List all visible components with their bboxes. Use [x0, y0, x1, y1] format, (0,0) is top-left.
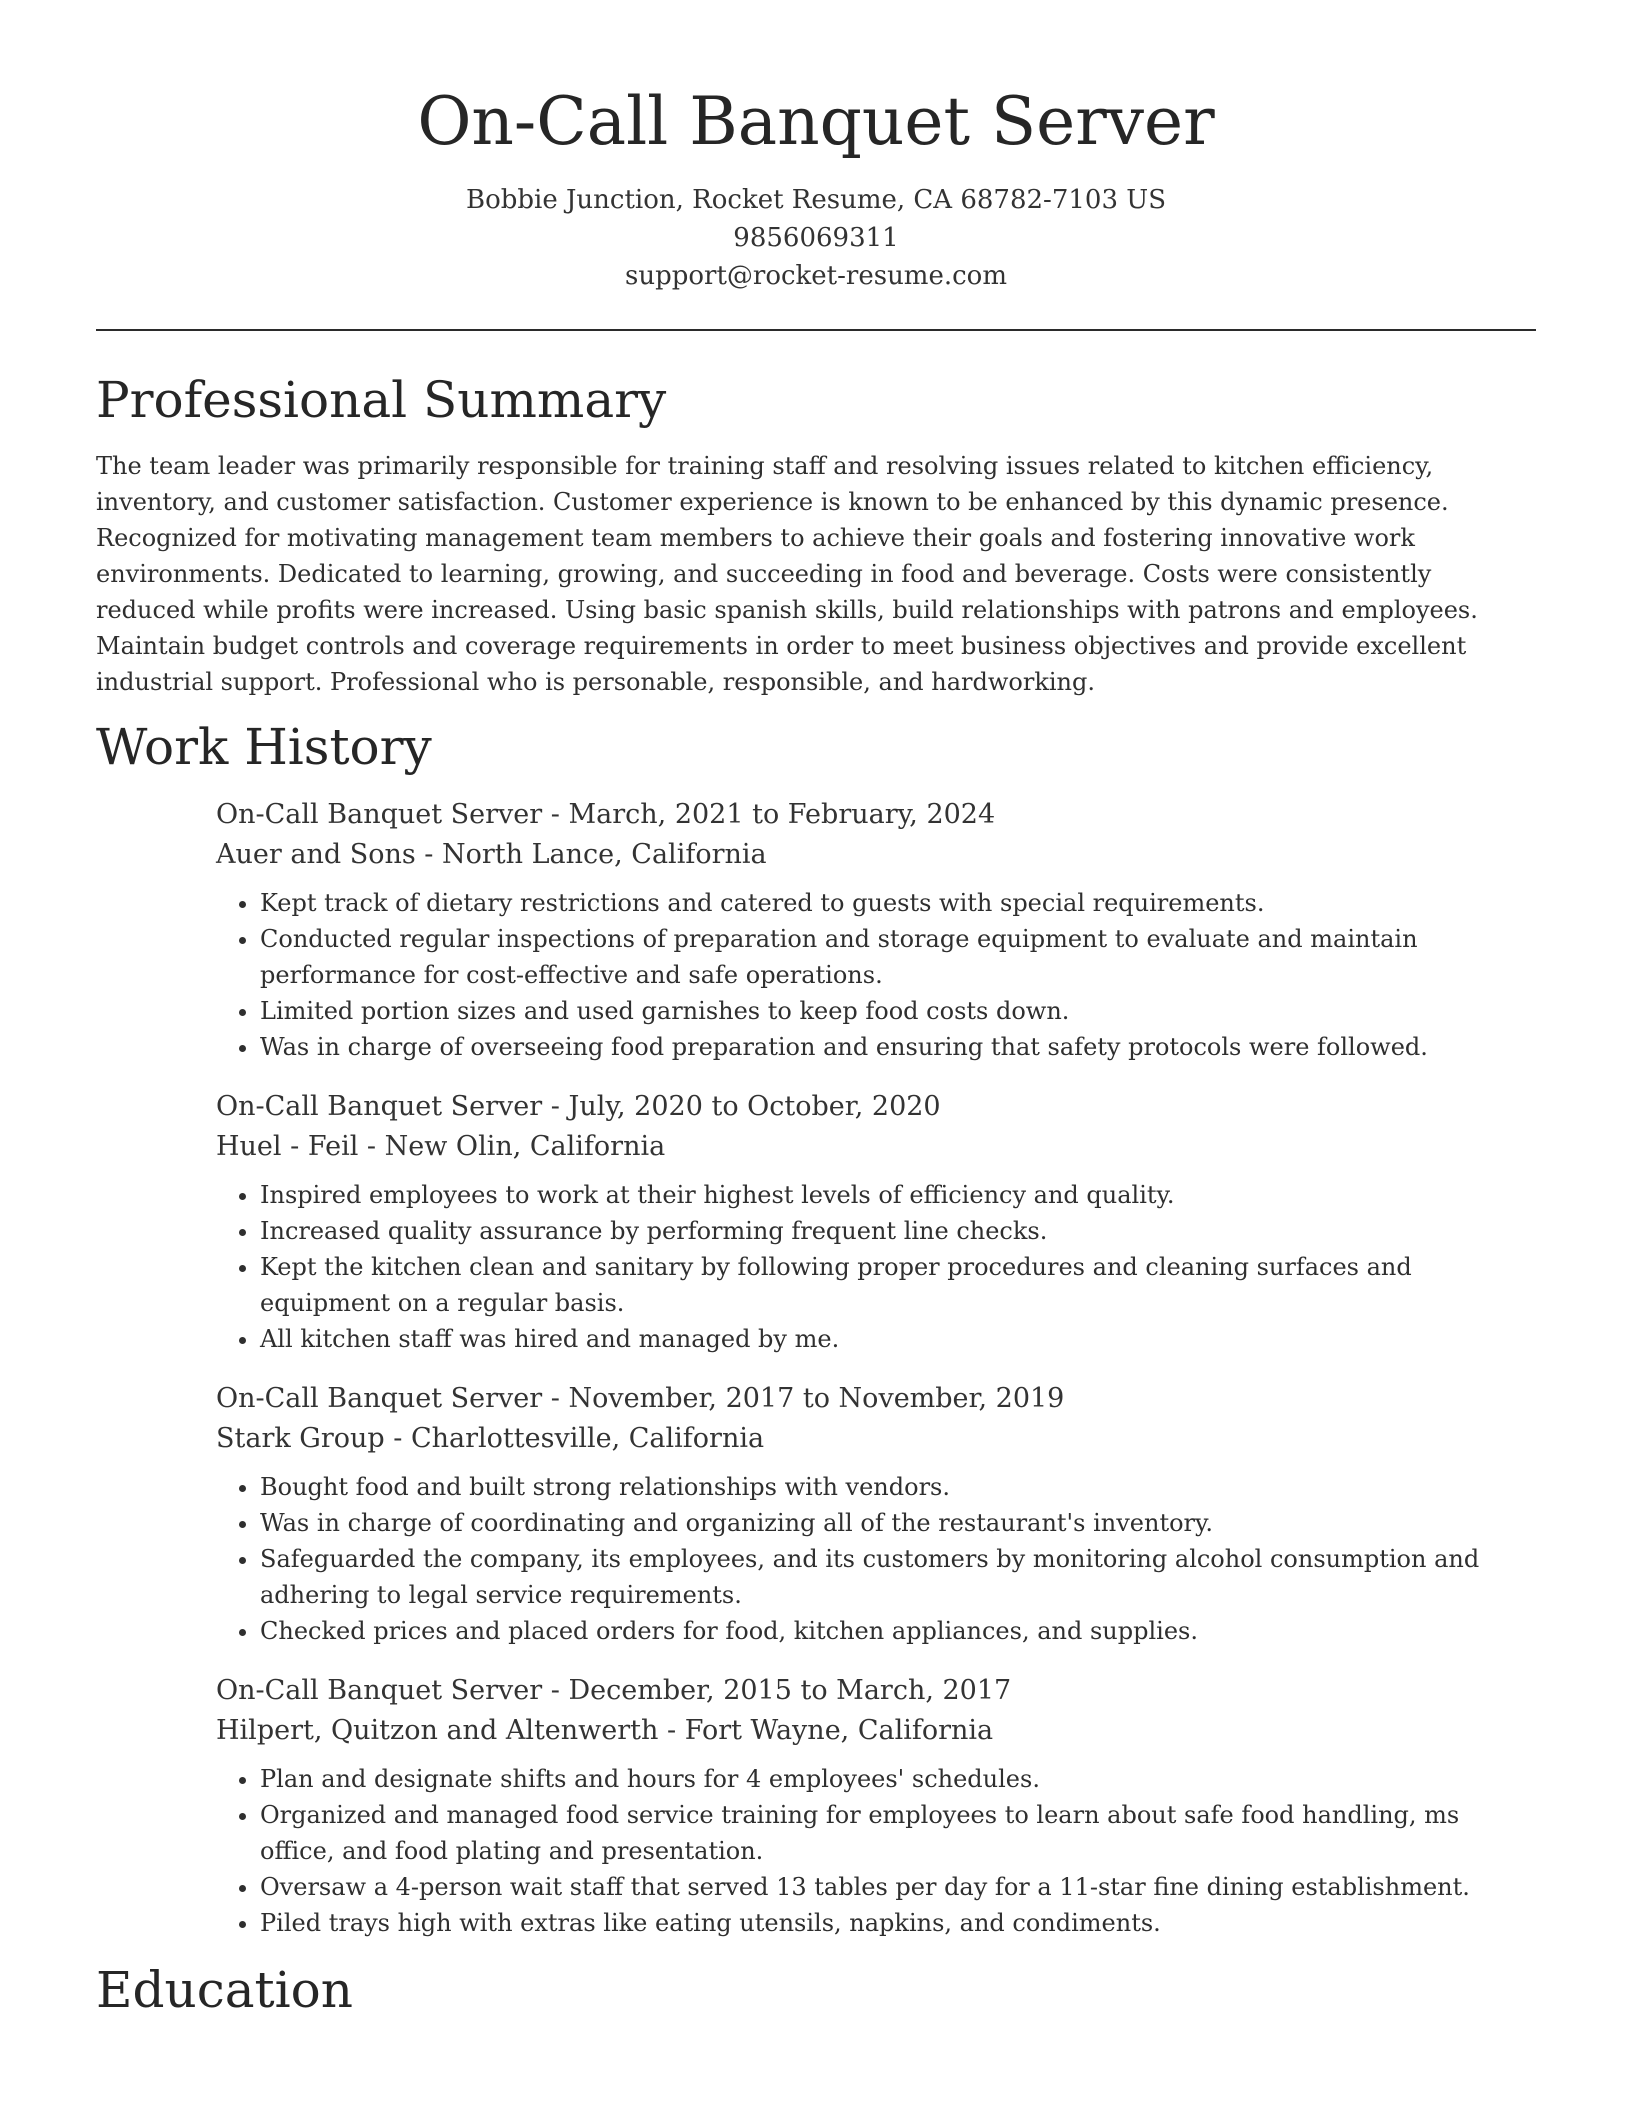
job-bullet: • Conducted regular inspections of preparation and storage equipment to evaluate and maintain performance for cost-effective and safe operations. — [260, 921, 1536, 993]
job-bullet: • Organized and managed food service training for employees to learn about safe food handling, ms office, and food plating and presentation. — [260, 1797, 1536, 1869]
job-bullets — [216, 1469, 1536, 1649]
job-location: - North Lance, California — [415, 838, 767, 870]
job-entry — [216, 795, 1536, 1065]
job-bullet: • Kept the kitchen clean and sanitary by following proper procedures and cleaning surfaces and equipment on a regular basis. — [260, 1249, 1536, 1321]
summary-text: The team leader was primarily responsible for training staff and resolving issues related to kitchen efficiency, inventory, and customer satisfaction. Customer experience is known to be enhanced by this dynamic presence. Recognized for motivating management team members to achieve their goals and fostering innovative work environments. Dedicated to learning, growing, and succeeding in food and beverage. Costs were consistently reduced while profits were increased. Using basic spanish skills, build relationships with patrons and employees. Maintain budget controls and coverage requirements in order to meet business objectives and provide excellent industrial support. Professional who is personable, responsible, and hardworking. — [96, 451, 1478, 696]
job-entry — [216, 1379, 1536, 1649]
job-company-line — [216, 835, 1536, 875]
job-bullet: • All kitchen staff was hired and managed by me. — [260, 1321, 1536, 1357]
job-bullet: • Safeguarded the company, its employees, and its customers by monitoring alcohol consumption and adhering to legal service requirements. — [260, 1541, 1536, 1613]
job-company-line — [216, 1419, 1536, 1459]
job-bullet: • Checked prices and placed orders for food, kitchen appliances, and supplies. — [260, 1613, 1536, 1649]
job-dates: - July, 2020 to October, 2020 — [542, 1090, 941, 1122]
job-bullets — [216, 1177, 1536, 1357]
job-dates: - November, 2017 to November, 2019 — [542, 1382, 1065, 1414]
job-title: On-Call Banquet Server — [216, 1090, 543, 1122]
job-bullet: • Bought food and built strong relationships with vendors. — [260, 1469, 1536, 1505]
job-dates: - March, 2021 to February, 2024 — [542, 798, 996, 830]
job-bullet: • Was in charge of coordinating and organizing all of the restaurant's inventory. — [260, 1505, 1536, 1541]
job-bullets — [216, 1761, 1536, 1941]
work-history-section — [96, 717, 1536, 1941]
job-bullet: • Increased quality assurance by performing frequent line checks. — [260, 1213, 1536, 1249]
job-bullet: • Inspired employees to work at their highest levels of efficiency and quality. — [260, 1177, 1536, 1213]
job-company: Hilpert, Quitzon and Altenwerth — [216, 1714, 659, 1746]
job-location: - Charlottesville, California — [384, 1422, 765, 1454]
job-location: - New Olin, California — [358, 1130, 666, 1162]
job-company: Huel - Feil — [216, 1130, 359, 1162]
job-location: - Fort Wayne, California — [658, 1714, 994, 1746]
resume-header — [96, 0, 1536, 295]
contact-phone: 9856069311 — [733, 222, 899, 253]
summary-heading: Professional Summary — [96, 370, 667, 429]
job-title-line — [216, 1087, 1536, 1127]
job-entry — [216, 1087, 1536, 1357]
job-bullets — [216, 885, 1536, 1065]
job-title: On-Call Banquet Server — [216, 1674, 543, 1706]
job-bullet: • Kept track of dietary restrictions and catered to guests with special requirements. — [260, 885, 1536, 921]
candidate-name: On-Call Banquet Server — [417, 83, 1215, 160]
contact-email: support@rocket-resume.com — [624, 260, 1007, 291]
job-dates: - December, 2015 to March, 2017 — [542, 1674, 1012, 1706]
job-company: Stark Group — [216, 1422, 385, 1454]
job-bullet: • Oversaw a 4-person wait staff that served 13 tables per day for a 11-star fine dining establishment. — [260, 1869, 1536, 1905]
job-company: Auer and Sons — [216, 838, 416, 870]
education-heading: Education — [96, 1960, 353, 2019]
job-company-line — [216, 1127, 1536, 1167]
work-history-heading: Work History — [96, 717, 432, 776]
education-section — [96, 1960, 1536, 2019]
contact-address: Bobbie Junction, Rocket Resume, CA 68782-7103 US — [465, 184, 1167, 215]
job-bullet: • Limited portion sizes and used garnishes to keep food costs down. — [260, 993, 1536, 1029]
summary-section — [96, 370, 1536, 700]
job-title-line — [216, 1671, 1536, 1711]
job-title: On-Call Banquet Server — [216, 798, 543, 830]
job-company-line — [216, 1711, 1536, 1751]
job-entry — [216, 1671, 1536, 1941]
job-title-line — [216, 795, 1536, 835]
header-divider — [96, 329, 1536, 331]
job-bullet: • Was in charge of overseeing food preparation and ensuring that safety protocols were followed. — [260, 1029, 1536, 1065]
job-bullet: • Plan and designate shifts and hours for 4 employees' schedules. — [260, 1761, 1536, 1797]
job-bullet: • Piled trays high with extras like eating utensils, napkins, and condiments. — [260, 1905, 1536, 1941]
job-title-line — [216, 1379, 1536, 1419]
job-title: On-Call Banquet Server — [216, 1382, 543, 1414]
